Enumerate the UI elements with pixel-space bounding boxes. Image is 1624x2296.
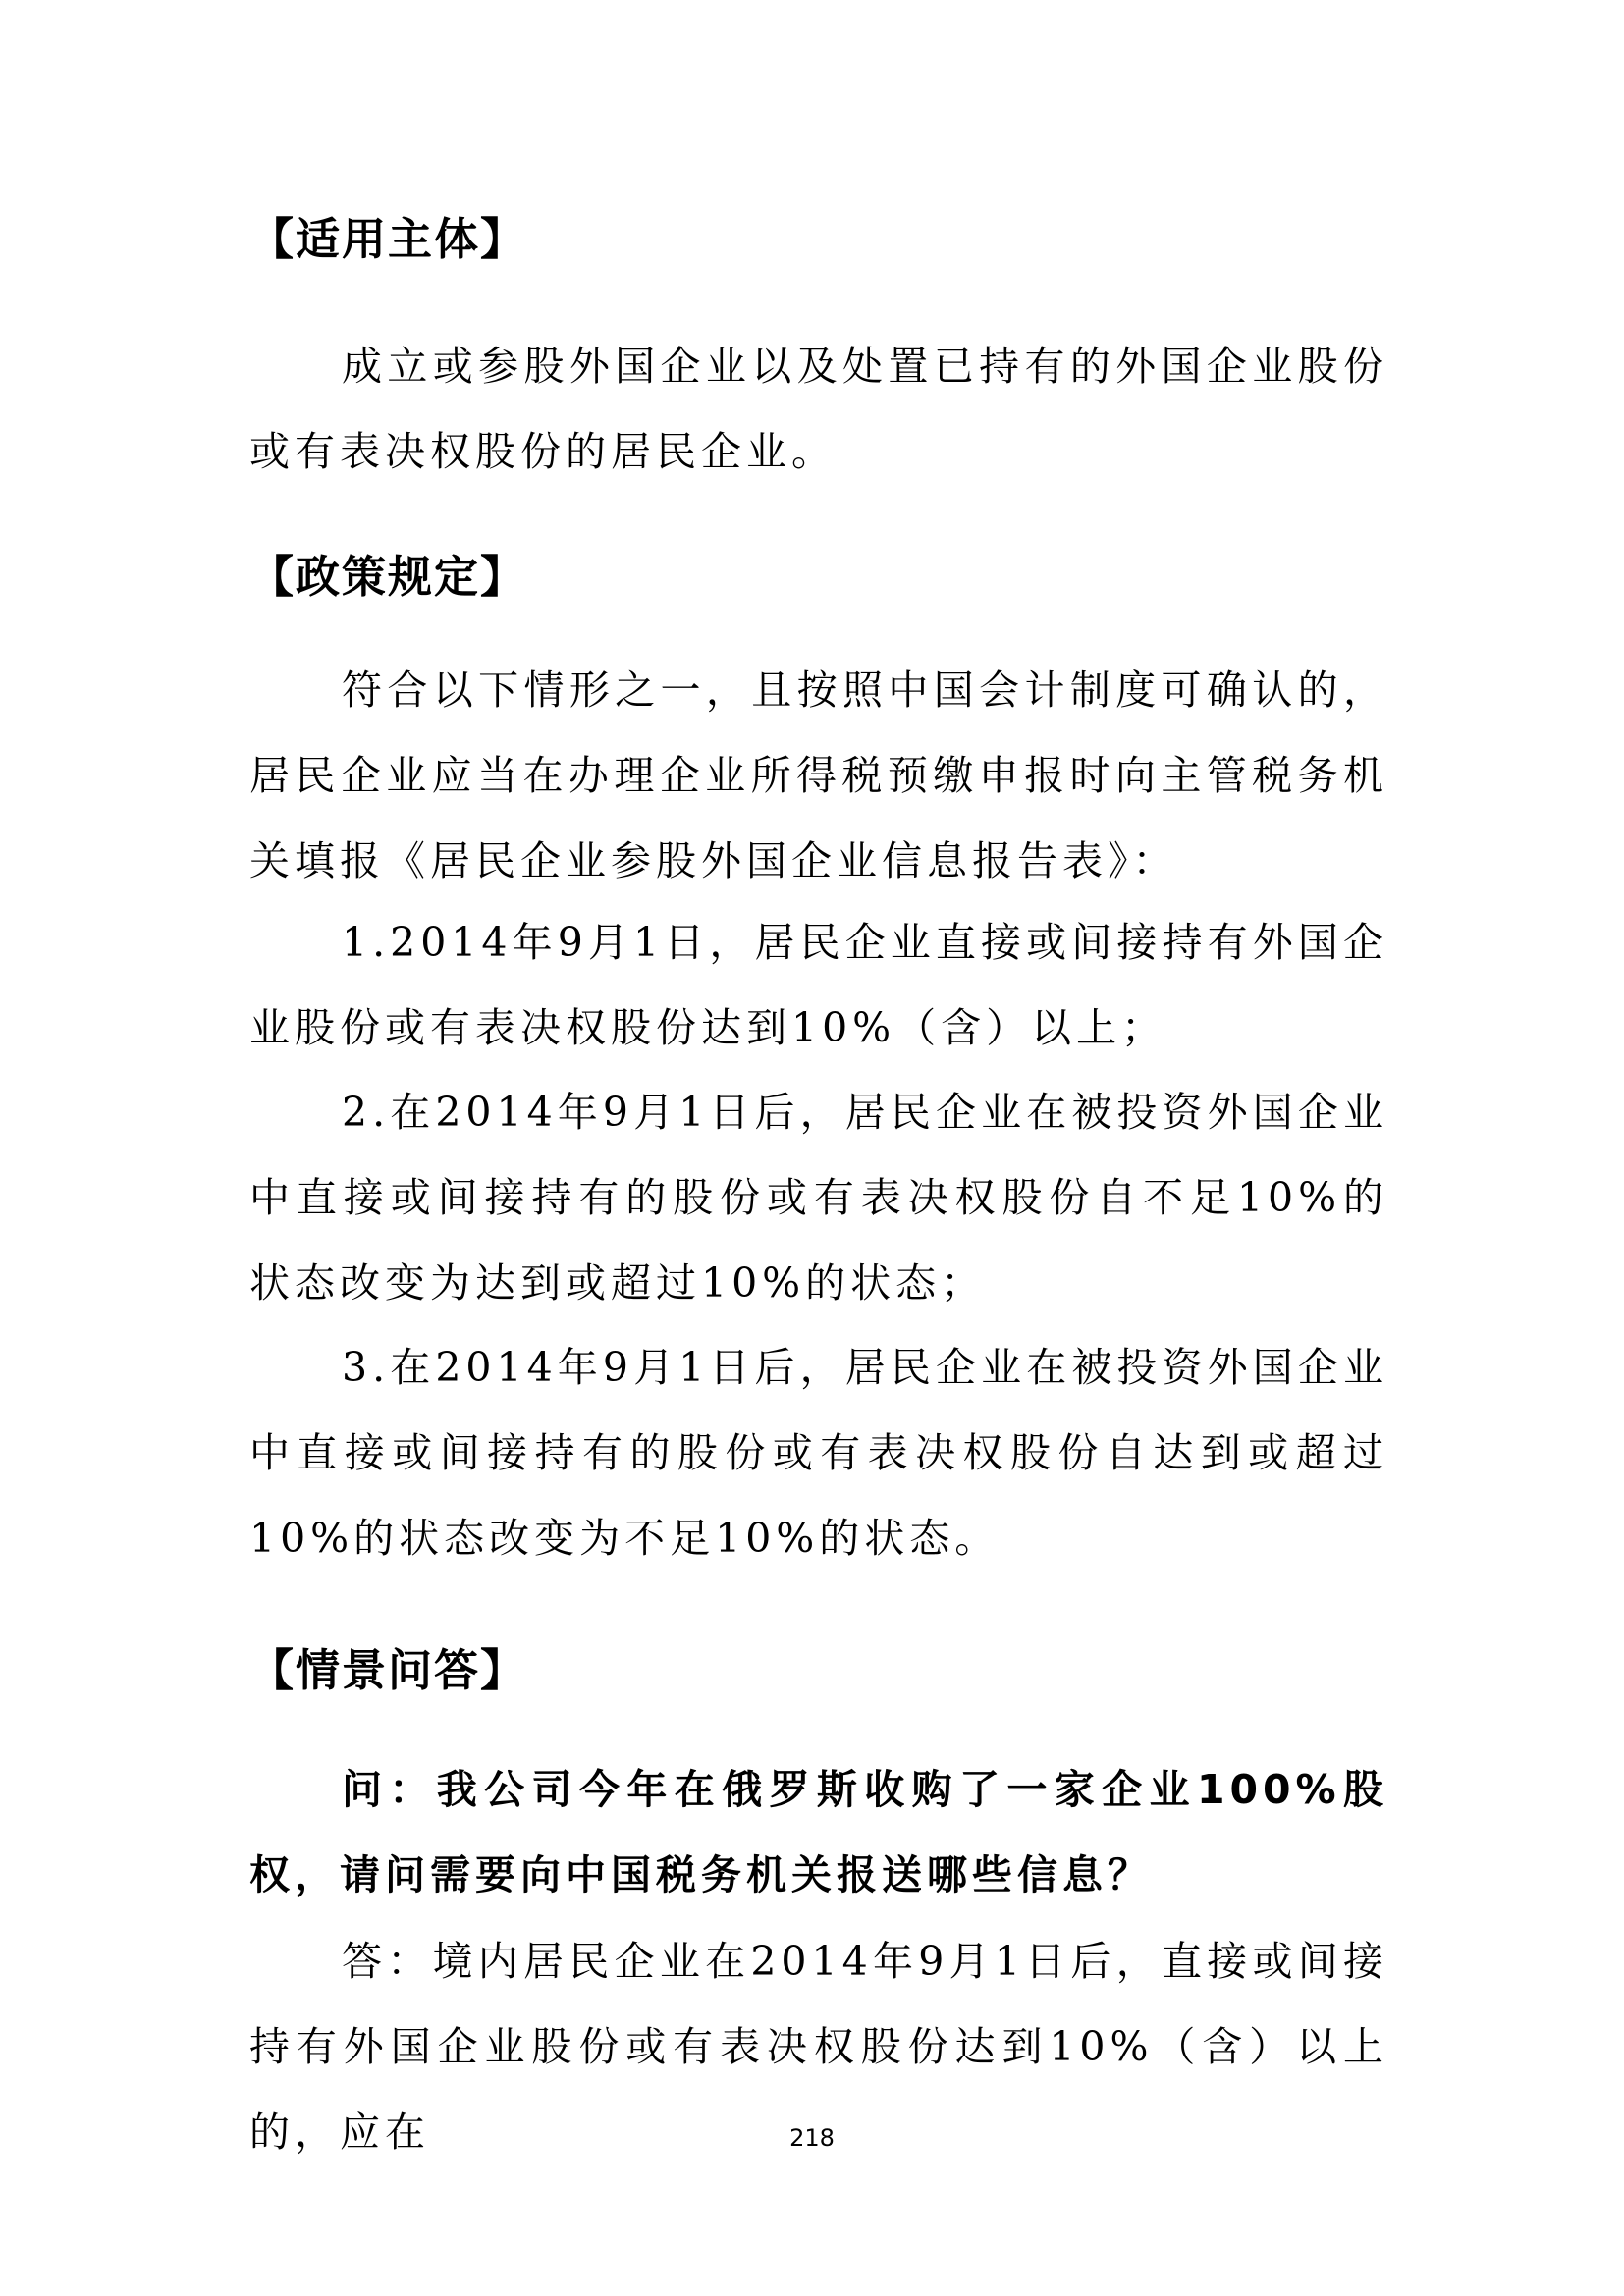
paragraph-policy-intro: 符合以下情形之一，且按照中国会计制度可确认的，居民企业应当在办理企业所得税预缴申报时向主管税务机关填报《居民企业参股外国企业信息报告表》： [249, 667, 1388, 884]
section-heading-qa: 【情景问答】 [249, 1644, 527, 1696]
paragraph-qa-question: 问：我公司今年在俄罗斯收购了一家企业100%股权，请问需要向中国税务机关报送哪些信息？ [249, 1766, 1388, 1898]
paragraph-policy-item-1: 1.2014年9月1日，居民企业直接或间接持有外国企业股份或有表决权股份达到10%（含）以上； [249, 919, 1388, 1051]
paragraph-qa-answer: 答：境内居民企业在2014年9月1日后，直接或间接持有外国企业股份或有表决权股份达到10%（含）以上的，应在 [249, 1938, 1388, 2156]
section-heading-policy: 【政策规定】 [249, 551, 527, 603]
page-number: 218 [789, 2124, 835, 2152]
paragraph-applicable-body: 成立或参股外国企业以及处置已持有的外国企业股份或有表决权股份的居民企业。 [249, 343, 1388, 475]
section-heading-applicable: 【适用主体】 [249, 213, 527, 265]
paragraph-policy-item-2: 2.在2014年9月1日后，居民企业在被投资外国企业中直接或间接持有的股份或有表决权股份自不足10%的状态改变为达到或超过10%的状态； [249, 1089, 1388, 1307]
paragraph-policy-item-3: 3.在2014年9月1日后，居民企业在被投资外国企业中直接或间接持有的股份或有表决权股份自达到或超过10%的状态改变为不足10%的状态。 [249, 1344, 1388, 1562]
